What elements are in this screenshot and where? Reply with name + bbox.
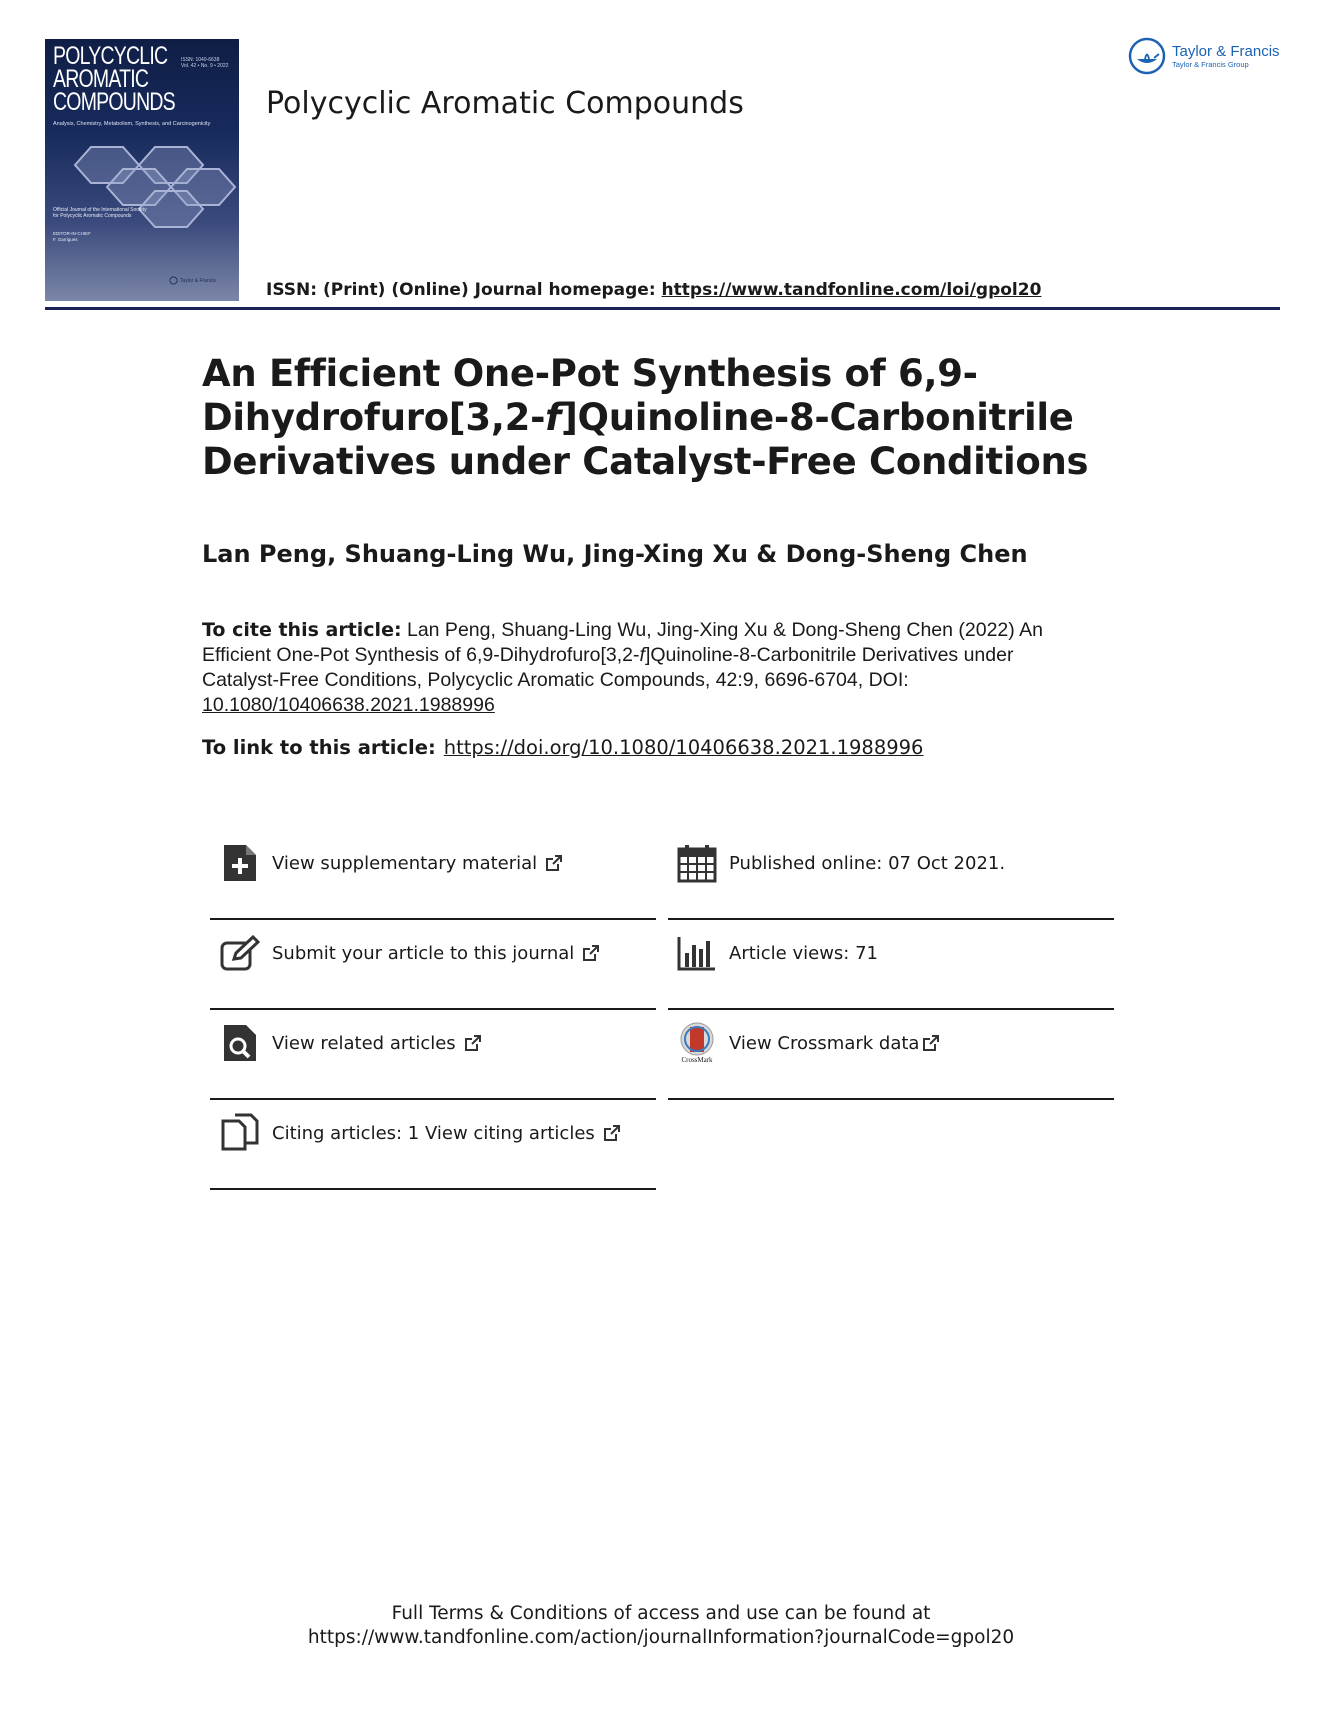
publisher-logo[interactable] — [1128, 37, 1280, 75]
publisher-group: Taylor & Francis Group — [1172, 59, 1249, 69]
publisher-logo-icon — [169, 276, 178, 285]
external-link-icon — [545, 854, 563, 872]
issn-line: ISSN: (Print) (Online) Journal homepage: https://www.tandfonline.com/loi/gpol20 — [266, 280, 1042, 300]
divider — [210, 1008, 656, 1010]
cover-subtitle: Analysis, Chemistry, Metabolism, Synthesis, and Carcinogenicity — [53, 121, 211, 127]
cover-issn: ISSN: 1040-6638 Vol. 42 • No. 9 • 2022 — [181, 57, 229, 69]
journal-cover — [45, 39, 239, 301]
article-authors: Lan Peng, Shuang-Ling Wu, Jing-Xing Xu & Dong-Sheng Chen — [202, 540, 1028, 568]
copy-documents-icon — [220, 1112, 260, 1154]
article-title: An Efficient One-Pot Synthesis of 6,9- Dihydrofuro[3,2-f]Quinoline-8-Carbonitrile Derivatives under Catalyst-Free Conditions — [202, 352, 1089, 483]
citation-block: To cite this article: Lan Peng, Shuang-Ling Wu, Jing-Xing Xu & Dong-Sheng Chen (2022) An Efficient One-Pot Synthesis of 6,9-Dihydrofuro[3,2-f]Quinoline-8-Carbonitrile Derivatives under Catalyst-Free Conditions, Polycyclic Aromatic Compounds, 42:9, 6696-6704, DOI: 10.1080/10406638.2021.1988996 — [202, 619, 1043, 716]
cover-publisher-logo: Taylor & Francis — [169, 276, 216, 285]
divider — [210, 918, 656, 920]
taylor-francis-lamp-icon — [1128, 37, 1166, 75]
cover-title: POLYCYCLIC AROMATIC COMPOUNDS — [53, 42, 175, 116]
article-link-line — [202, 736, 923, 759]
header-rule — [45, 307, 1280, 310]
divider — [210, 1188, 656, 1190]
journal-name: Polycyclic Aromatic Compounds — [266, 86, 744, 121]
divider — [668, 918, 1114, 920]
edit-icon — [220, 932, 260, 974]
external-link-icon — [464, 1034, 482, 1052]
crossmark-icon: CrossMark — [677, 1022, 717, 1064]
document-plus-icon — [220, 842, 260, 884]
view-related-link[interactable]: View related articles — [220, 1022, 482, 1064]
link-label: To link to this article: — [202, 736, 436, 759]
external-link-icon — [603, 1124, 621, 1142]
view-supplementary-link[interactable]: View supplementary material — [220, 842, 563, 884]
calendar-icon — [677, 842, 717, 884]
external-link-icon — [582, 944, 600, 962]
external-link-icon — [922, 1034, 940, 1052]
bar-chart-icon — [677, 932, 717, 974]
divider — [210, 1098, 656, 1100]
journal-homepage-link[interactable]: https://www.tandfonline.com/loi/gpol20 — [661, 280, 1042, 300]
divider — [668, 1008, 1114, 1010]
doi-link[interactable]: 10.1080/10406638.2021.1988996 — [202, 694, 495, 716]
published-online: Published online: 07 Oct 2021. — [677, 842, 1005, 884]
view-crossmark-link[interactable]: CrossMark View Crossmark data — [677, 1022, 940, 1064]
article-views: Article views: 71 — [677, 932, 878, 974]
citing-articles-link[interactable]: Citing articles: 1 View citing articles — [220, 1112, 621, 1154]
cite-label: To cite this article: — [202, 619, 402, 641]
divider — [668, 1098, 1114, 1100]
cover-society: Official Journal of the International Society for Polycyclic Aromatic Compounds — [53, 207, 147, 219]
search-document-icon — [220, 1022, 260, 1064]
article-doi-url[interactable]: https://doi.org/10.1080/10406638.2021.1988996 — [443, 736, 924, 759]
publisher-name: Taylor & Francis — [1172, 42, 1280, 60]
terms-url[interactable]: https://www.tandfonline.com/action/journalInformation?journalCode=gpol20 — [307, 1627, 1015, 1648]
submit-article-link[interactable]: Submit your article to this journal — [220, 932, 600, 974]
cover-editor: EDITOR-IN-CHIEF F. Garrigues — [53, 231, 91, 242]
footer-terms: Full Terms & Conditions of access and use can be found at https://www.tandfonline.com/action/journalInformation?journalCode=gpol20 — [0, 1602, 1322, 1650]
